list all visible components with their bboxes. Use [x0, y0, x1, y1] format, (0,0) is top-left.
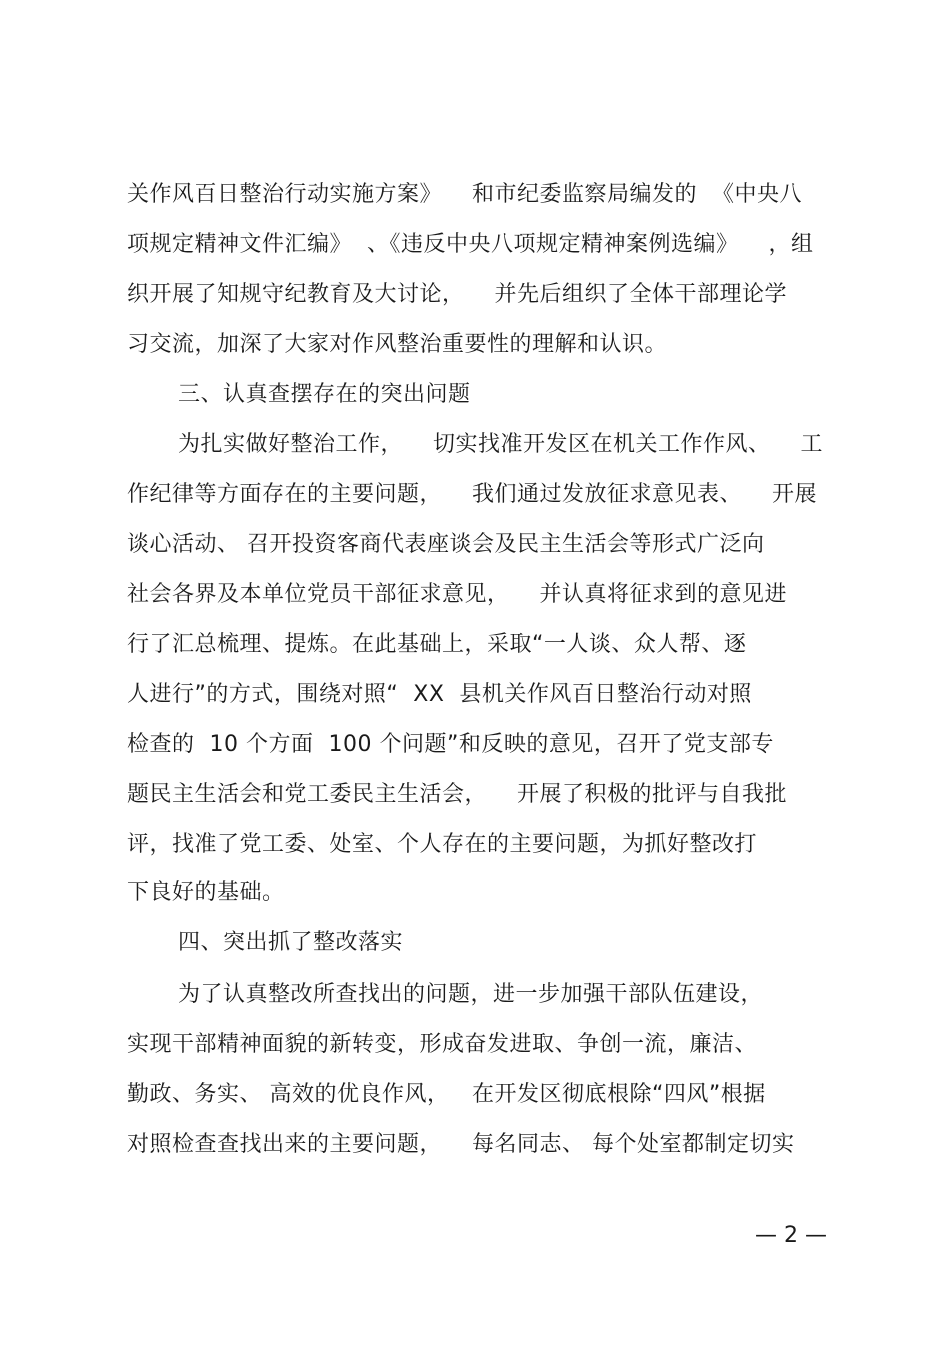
text-line: 人进行”的方式，围绕对照“ XX 县机关作风百日整治行动对照	[127, 682, 752, 707]
text-line: 谈心活动、 召开投资客商代表座谈会及民主生活会等形式广泛向	[127, 532, 765, 557]
text-line: 评，找准了党工委、处室、个人存在的主要问题，为抓好整改打	[127, 832, 758, 857]
text-line: 勤政、务实、 高效的优良作风， 在开发区彻底根除“四风”根据	[127, 1082, 766, 1107]
section-heading: 三、认真查摆存在的突出问题	[178, 382, 471, 407]
text-line: 行了汇总梳理、提炼。在此基础上，采取“一人谈、众人帮、逐	[127, 632, 747, 657]
text-line: 检查的 10 个方面 100 个问题”和反映的意见，召开了党支部专	[127, 732, 774, 757]
text-line: 作纪律等方面存在的主要问题， 我们通过发放征求意见表、 开展	[127, 482, 817, 507]
page-number: — 2 —	[755, 1223, 827, 1248]
text-line: 对照检查查找出来的主要问题， 每名同志、 每个处室都制定切实	[127, 1132, 795, 1157]
text-line: 题民主生活会和党工委民主生活会， 开展了积极的批评与自我批	[127, 782, 787, 807]
text-line: 织开展了知规守纪教育及大讨论， 并先后组织了全体干部理论学	[127, 282, 787, 307]
text-line: 项规定精神文件汇编》 、《违反中央八项规定精神案例选编》 ，组	[127, 232, 814, 257]
section-heading: 四、突出抓了整改落实	[178, 930, 404, 955]
text-line: 关作风百日整治行动实施方案》 和市纪委监察局编发的 《中央八	[127, 182, 802, 207]
text-line: 实现干部精神面貌的新转变，形成奋发进取、争创一流，廉洁、	[127, 1032, 758, 1057]
text-line: 为扎实做好整治工作， 切实找准开发区在机关工作作风、 工	[178, 432, 823, 457]
text-line: 下良好的基础。	[127, 880, 285, 905]
text-line: 为了认真整改所查找出的问题，进一步加强干部队伍建设，	[178, 982, 764, 1007]
text-line: 习交流，加深了大家对作风整治重要性的理解和认识。	[127, 332, 668, 357]
text-line: 社会各界及本单位党员干部征求意见， 并认真将征求到的意见进	[127, 582, 787, 607]
